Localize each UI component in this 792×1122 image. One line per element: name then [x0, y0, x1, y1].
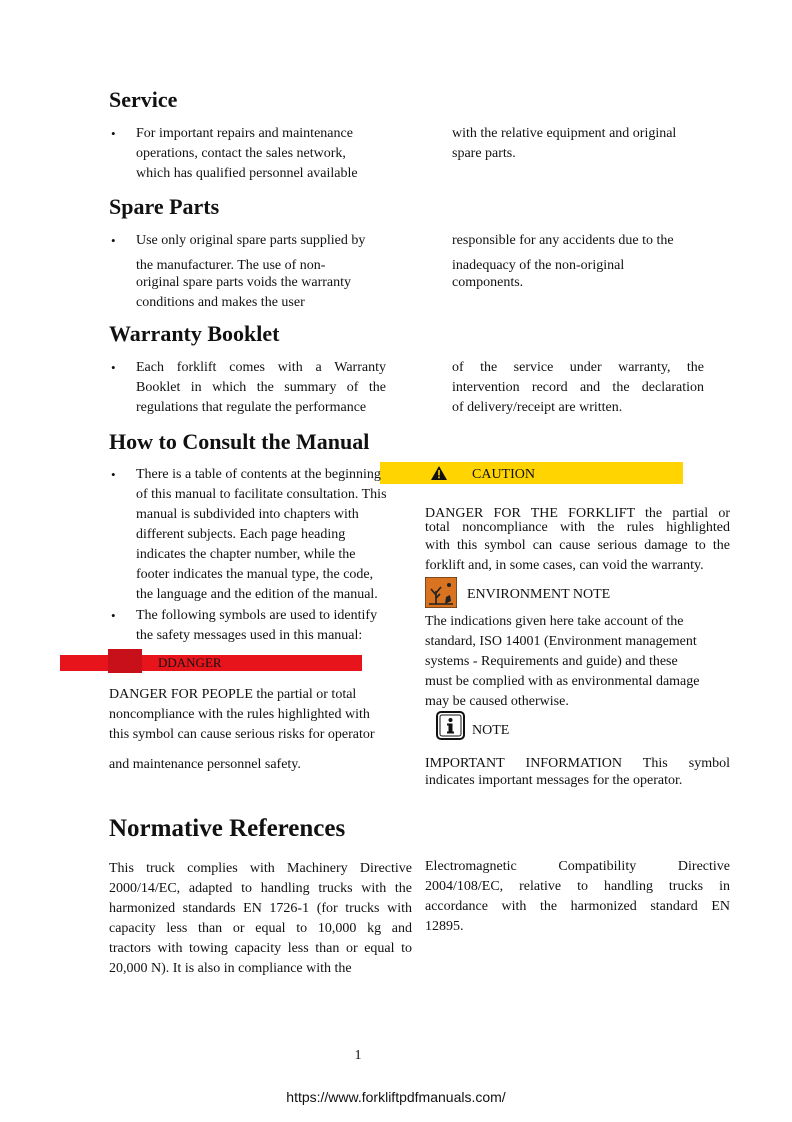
- text-line: For important repairs and maintenance: [136, 126, 353, 141]
- text-line: this symbol can cause serious risks for operator: [109, 727, 375, 742]
- note-text: [425, 755, 730, 789]
- page-number: 1: [354, 1048, 362, 1063]
- text-line: intervention record and the declaration: [452, 380, 704, 395]
- service-heading: Service: [109, 87, 178, 112]
- text-line: 20,000 N). It is also in compliance with the: [109, 961, 352, 976]
- spare-parts-left-line1: Use only original spare parts supplied by: [136, 233, 366, 248]
- text-line: manual is subdivided into chapters with: [136, 507, 359, 522]
- text-line: may be caused otherwise.: [425, 694, 569, 709]
- environment-icon: [425, 577, 457, 608]
- text-line: inadequacy of the non-original: [452, 258, 625, 273]
- text-line: noncompliance with the rules highlighted with: [109, 707, 370, 722]
- note-label: NOTE: [472, 723, 510, 738]
- text-line: Electromagnetic Compatibility Directive: [425, 859, 730, 874]
- caution-text: [425, 507, 730, 576]
- consult-bullet2-text: [136, 606, 426, 646]
- bullet-icon: •: [111, 126, 116, 141]
- text-line: 12895.: [425, 919, 464, 934]
- text-line: tractors with towing capacity less than or equal to: [109, 941, 412, 956]
- text-line: regulations that regulate the performance: [136, 400, 367, 415]
- text-line: footer indicates the manual type, the code,: [136, 567, 374, 582]
- text-line: indicates the chapter number, while the: [136, 547, 356, 562]
- warranty-left-text: [136, 358, 386, 418]
- text-line: 2000/14/EC, adapted to handling trucks with the: [109, 881, 412, 896]
- text-line: harmonized standards EN 1726-1 (for trucks with: [109, 901, 412, 916]
- text-line: components.: [452, 275, 524, 290]
- danger-text: [109, 685, 419, 745]
- text-line: with the relative equipment and original: [452, 126, 677, 141]
- text-line: standard, ISO 14001 (Environment management: [425, 634, 697, 649]
- text-line: total noncompliance with the rules highlighted: [425, 520, 730, 535]
- danger-label: DDANGER: [158, 655, 222, 670]
- caution-label: CAUTION: [472, 467, 535, 482]
- service-left-text: [136, 124, 436, 184]
- danger-text-last: and maintenance personnel safety.: [109, 757, 301, 772]
- text-line: There is a table of contents at the beginning: [136, 467, 381, 482]
- text-line: spare parts.: [452, 146, 516, 161]
- environment-text: [425, 612, 735, 712]
- bullet-icon: •: [111, 467, 116, 482]
- text-line: of delivery/receipt are written.: [452, 400, 623, 415]
- text-line: operations, contact the sales network,: [136, 146, 346, 161]
- text-line: different subjects. Each page heading: [136, 527, 346, 542]
- text-line: forklift and, in some cases, can void the warranty.: [425, 558, 704, 573]
- bullet-icon: •: [111, 233, 116, 248]
- text-line: 2004/108/EC, relative to handling trucks in: [425, 879, 730, 894]
- bullet-icon: •: [111, 360, 116, 375]
- spare-parts-left-text: [136, 257, 436, 311]
- warranty-heading: Warranty Booklet: [109, 321, 280, 346]
- text-line: indicates important messages for the operator.: [425, 773, 683, 788]
- text-line: DANGER FOR PEOPLE the partial or total: [109, 687, 357, 702]
- warning-triangle-icon: [431, 466, 447, 480]
- service-right-text: [452, 124, 742, 164]
- normative-left-text: [109, 859, 412, 979]
- footer-url-link[interactable]: https://www.forkliftpdfmanuals.com/: [286, 1089, 506, 1105]
- consult-bullet1-text: [136, 465, 426, 605]
- bullet-icon: •: [111, 608, 116, 623]
- text-line: the safety messages used in this manual:: [136, 628, 363, 643]
- text-line: The following symbols are used to identify: [136, 608, 378, 623]
- text-line: the language and the edition of the manual.: [136, 587, 378, 602]
- danger-icon-block: [108, 649, 142, 673]
- warranty-right-text: [452, 358, 704, 418]
- spare-parts-heading: Spare Parts: [109, 194, 220, 219]
- environment-label: ENVIRONMENT NOTE: [467, 587, 611, 602]
- text-line: IMPORTANT INFORMATION This symbol: [425, 756, 730, 771]
- text-line: original spare parts voids the warranty: [136, 275, 351, 290]
- consult-heading: How to Consult the Manual: [109, 429, 370, 454]
- text-line: of this manual to facilitate consultation. This: [136, 487, 387, 502]
- text-line: with this symbol can cause serious damage to the: [425, 538, 730, 553]
- info-icon: [436, 711, 465, 740]
- text-line: accordance with the harmonized standard EN: [425, 899, 730, 914]
- text-line: This truck complies with Machinery Directive: [109, 861, 412, 876]
- text-line: must be complied with as environmental damage: [425, 674, 700, 689]
- text-line: DANGER FOR THE FORKLIFT the partial or: [425, 506, 730, 521]
- text-line: systems - Requirements and guide) and these: [425, 654, 678, 669]
- text-line: capacity less than or equal to 10,000 kg and: [109, 921, 412, 936]
- text-line: of the service under warranty, the: [452, 360, 704, 375]
- text-line: The indications given here take account of the: [425, 614, 684, 629]
- normative-heading: Normative References: [109, 815, 346, 842]
- text-line: Booklet in which the summary of the: [136, 380, 386, 395]
- normative-right-text: [425, 857, 730, 937]
- text-line: conditions and makes the user: [136, 295, 305, 310]
- spare-parts-right-line1: responsible for any accidents due to the: [452, 233, 674, 248]
- text-line: Each forklift comes with a Warranty: [136, 360, 386, 375]
- text-line: which has qualified personnel available: [136, 166, 358, 181]
- text-line: the manufacturer. The use of non-: [136, 258, 326, 273]
- spare-parts-right-text: [452, 257, 742, 291]
